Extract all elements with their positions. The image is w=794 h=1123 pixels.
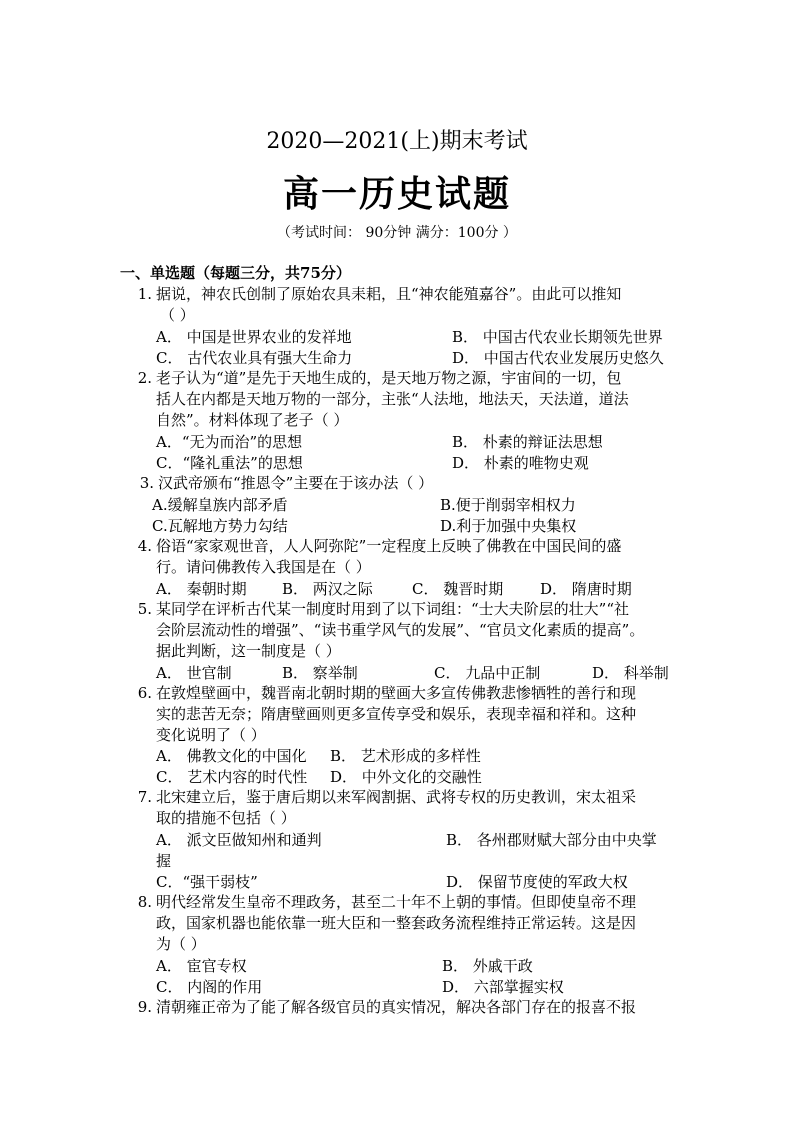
- option-6a: A． 佛教文化的中国化: [156, 747, 307, 765]
- option-3a: A.缓解皇族内部矛盾: [152, 496, 288, 514]
- question-1-line-1: 1. 据说，神农氏创制了原始农具耒耜，且“神农能殖嘉谷”。由此可以推知: [137, 285, 622, 303]
- section-heading: 一、单选题（每题三分，共75分）: [120, 264, 351, 282]
- question-2-line-2: 括人在内都是天地万物的一部分，主张“人法地，地法天，天法道，道法: [156, 390, 629, 408]
- option-6b: B． 艺术形成的多样性: [330, 747, 481, 765]
- question-8-line-2: 政，国家机器也能依靠一班大臣和一整套政务流程维持正常运转。这是因: [156, 914, 637, 932]
- question-8-line-3: 为（ ）: [156, 935, 206, 953]
- option-7d: D． 保留节度使的军政大权: [446, 873, 628, 891]
- option-3b: B.便于削弱宰相权力: [440, 496, 576, 514]
- question-8-line-1: 8. 明代经常发生皇帝不理政务，甚至二十年不上朝的事情。但即使皇帝不理: [137, 893, 637, 911]
- exam-info: （考试时间： 90分钟 满分：100分 ）: [277, 225, 517, 241]
- question-4-line-2: 行。请问佛教传入我国是在（ ）: [156, 558, 371, 576]
- option-6d: D． 中外文化的交融性: [330, 768, 482, 786]
- option-6c: C． 艺术内容的时代性: [156, 768, 308, 786]
- option-4c: C． 魏晋时期: [412, 580, 504, 598]
- option-7b: B． 各州郡财赋大部分由中央掌: [446, 831, 657, 849]
- option-1d: D． 中国古代农业发展历史悠久: [452, 349, 664, 367]
- exam-name: 2020—2021(上)期末考试: [266, 129, 528, 154]
- question-2-line-3: 自然”。材料体现了老子（ ）: [156, 411, 349, 429]
- question-7-line-2: 取的措施不包括（ ）: [156, 809, 296, 827]
- option-8a: A． 宦官专权: [156, 957, 247, 975]
- question-6-line-2: 实的悲苦无奈；隋唐壁画则更多宣传享受和娱乐，表现幸福和祥和。这种: [156, 705, 637, 723]
- option-4b: B． 两汉之际: [282, 580, 373, 598]
- question-7-line-1: 7. 北宋建立后，鉴于唐后期以来军阀割据、武将专权的历史教训，宋太祖采: [137, 788, 637, 806]
- question-3-line-1: 3. 汉武帝颁布“推恩令”主要在于该办法（ ）: [139, 474, 434, 492]
- option-5c: C． 九品中正制: [434, 664, 541, 682]
- option-1b: B． 中国古代农业长期领先世界: [452, 328, 663, 346]
- question-5-line-3: 据此判断，这一制度是（ ）: [156, 642, 341, 660]
- question-4-line-1: 4. 俗语“家家观世音，人人阿弥陀”一定程度上反映了佛教在中国民间的盛: [137, 537, 622, 555]
- option-4a: A． 秦朝时期: [156, 580, 247, 598]
- question-6-line-3: 变化说明了（ ）: [156, 726, 266, 744]
- option-8c: C． 内阁的作用: [156, 978, 263, 996]
- option-7a: A． 派文臣做知州和通判: [156, 831, 322, 849]
- question-9-line-1: 9. 清朝雍正帝为了能了解各级官员的真实情况，解决各部门存在的报喜不报: [137, 998, 637, 1016]
- option-5b: B． 察举制: [282, 664, 358, 682]
- option-1c: C． 古代农业具有强大生命力: [156, 349, 353, 367]
- question-2-line-1: 2. 老子认为“道”是先于天地生成的，是天地万物之源，宇宙间的一切，包: [137, 369, 622, 387]
- question-6-line-1: 6. 在敦煌壁画中，魏晋南北朝时期的壁画大多宣传佛教悲惨牺牲的善行和现: [137, 684, 637, 702]
- option-2a: A．“无为而治”的思想: [156, 433, 303, 451]
- option-1a: A． 中国是世界农业的发祥地: [156, 328, 352, 346]
- option-4d: D． 隋唐时期: [540, 580, 632, 598]
- page-title: 高一历史试题: [282, 173, 511, 215]
- option-8b: B． 外戚干政: [442, 957, 533, 975]
- option-2b: B． 朴素的辩证法思想: [452, 433, 603, 451]
- question-1-line-2: （ ）: [160, 306, 195, 324]
- option-8d: D． 六部掌握实权: [442, 978, 564, 996]
- option-2c: C．“隆礼重法”的思想: [156, 454, 303, 472]
- question-5-line-1: 5. 某同学在评析古代某一制度时用到了以下词组：“士大夫阶层的壮大”“社: [137, 600, 630, 618]
- option-3d: D.利于加强中央集权: [440, 517, 577, 535]
- option-7c: C．“强干弱枝”: [156, 873, 258, 891]
- option-5a: A． 世官制: [156, 664, 232, 682]
- option-7b-wrap: 握: [156, 852, 172, 870]
- option-5d: D． 科举制: [592, 664, 669, 682]
- option-2d: D． 朴素的唯物史观: [452, 454, 589, 472]
- option-3c: C.瓦解地方势力勾结: [152, 517, 288, 535]
- question-5-line-2: 会阶层流动性的增强”、“读书重学风气的发展”、“官员文化素质的提高”。: [156, 621, 645, 639]
